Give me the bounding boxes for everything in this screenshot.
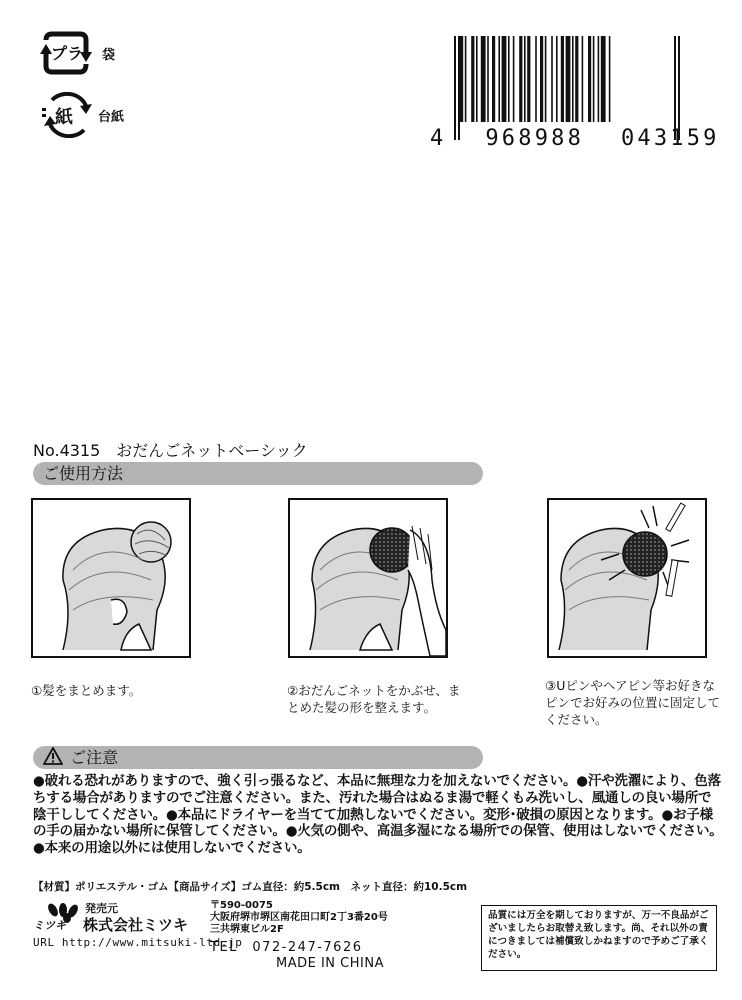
step-2-caption: ②おだんごネットをかぶせ、まとめた髪の形を整えます。 bbox=[287, 683, 461, 715]
plastic-symbol-text: プラ bbox=[51, 44, 84, 63]
barcode-bar bbox=[471, 36, 474, 122]
company-name: 株式会社ミツキ bbox=[83, 916, 189, 934]
barcode-bar bbox=[519, 36, 522, 122]
barcode-guard-bar bbox=[674, 36, 676, 140]
barcode-bar bbox=[498, 36, 500, 122]
paper-recycle-icon bbox=[42, 92, 94, 142]
company-address bbox=[210, 900, 388, 936]
barcode-bar bbox=[545, 36, 547, 122]
product-title: No.4315 おだんごネットベーシック bbox=[33, 441, 308, 460]
mitsuki-logo bbox=[33, 902, 83, 932]
barcode-bar bbox=[556, 36, 558, 122]
address-line-1: 大阪府堺市堺区南花田口町2丁3番20号 bbox=[210, 912, 388, 923]
barcode-guard-bar bbox=[454, 36, 456, 140]
step-1-illustration bbox=[31, 498, 191, 658]
made-in: MADE IN CHINA bbox=[276, 956, 384, 971]
product-spec: 【材質】ポリエステル・ゴム【商品サイズ】ゴム直径：約5.5cm ネット直径：約10.5cm bbox=[33, 881, 468, 893]
barcode-bar bbox=[540, 36, 543, 122]
barcode-bar bbox=[502, 36, 507, 122]
company-url: URL http://www.mitsuki-ltd.jp bbox=[33, 936, 243, 949]
paper-label: 台紙 bbox=[98, 110, 125, 125]
barcode-bar bbox=[476, 36, 478, 122]
barcode-bar bbox=[575, 36, 578, 122]
barcode-bar bbox=[566, 36, 571, 122]
barcode-bar bbox=[572, 36, 574, 122]
step-3-illustration bbox=[547, 498, 707, 658]
barcode-group-2: 043159 bbox=[620, 126, 720, 151]
barcode-guard-bar bbox=[458, 36, 460, 140]
barcode-bar bbox=[460, 36, 463, 122]
barcode-bar bbox=[465, 36, 467, 122]
barcode-bar bbox=[601, 36, 606, 122]
company-tel: TEL 072-247-7626 bbox=[210, 940, 363, 955]
usage-heading: ご使用方法 bbox=[43, 464, 124, 483]
warning-triangle-icon bbox=[43, 747, 63, 771]
barcode-bar bbox=[492, 36, 495, 122]
barcode-bar bbox=[524, 36, 526, 122]
caution-heading: ご注意 bbox=[70, 748, 119, 767]
barcode-bar bbox=[598, 36, 600, 122]
plastic-label: 袋 bbox=[102, 48, 116, 63]
logo-text: ミツキ bbox=[33, 919, 66, 932]
barcode-bar bbox=[487, 36, 489, 122]
barcode-bar bbox=[582, 36, 584, 122]
step-1-caption: ①髪をまとめます。 bbox=[31, 683, 142, 698]
caution-section-header bbox=[33, 746, 483, 769]
step-2-illustration bbox=[288, 498, 448, 658]
barcode bbox=[430, 30, 720, 155]
plastic-recycle-icon bbox=[40, 30, 92, 80]
step-3-caption: ③Uピンやヘアピン等お好きなピンでお好みの位置に固定してください。 bbox=[545, 678, 721, 727]
barcode-first-digit: 4 bbox=[430, 126, 447, 151]
barcode-bar bbox=[609, 36, 611, 122]
barcode-bar bbox=[513, 36, 515, 122]
recycle-marks bbox=[40, 30, 140, 140]
barcode-bar bbox=[593, 36, 595, 122]
address-line-2: 三共堺東ビル2F bbox=[210, 924, 284, 935]
usage-section-header bbox=[33, 462, 483, 485]
barcode-group-1: 968988 bbox=[485, 126, 585, 151]
barcode-bar bbox=[551, 36, 553, 122]
barcode-bar bbox=[588, 36, 591, 122]
barcode-bar bbox=[561, 36, 564, 122]
barcode-bar bbox=[527, 36, 530, 122]
caution-body: ●破れる恐れがありますので、強く引っ張るなど、本品に無理な力を加えないでください。●汗や洗濯により、色落ちする場合がありますのでご注意ください。また、汚れた場合はぬるま湯で軽くもみ洗いし、風通しの良い場所で陰干ししてください。●本品にドライヤーを当てて加熱しないでください。変形･破損の原因となります。●お子様の手の届かない場所に保管してください。●火気の側や、高温多湿になる場所での保管、使用はしないでください。●本来の用途以外には使用しないでください。 bbox=[33, 773, 723, 857]
barcode-bar bbox=[535, 36, 537, 122]
seller-label: 発売元 bbox=[85, 902, 118, 915]
postal-code: 〒590-0075 bbox=[210, 900, 273, 911]
quality-notice: 品質には万全を期しておりますが、万一不良品がございましたらお取替え致します。尚、それ以外の責につきましては補償致しかねますので予めご了承ください。 bbox=[481, 905, 717, 971]
paper-symbol-text: 紙 bbox=[55, 107, 73, 128]
barcode-bar bbox=[481, 36, 486, 122]
barcode-bar bbox=[508, 36, 510, 122]
barcode-guard-bar bbox=[678, 36, 680, 140]
